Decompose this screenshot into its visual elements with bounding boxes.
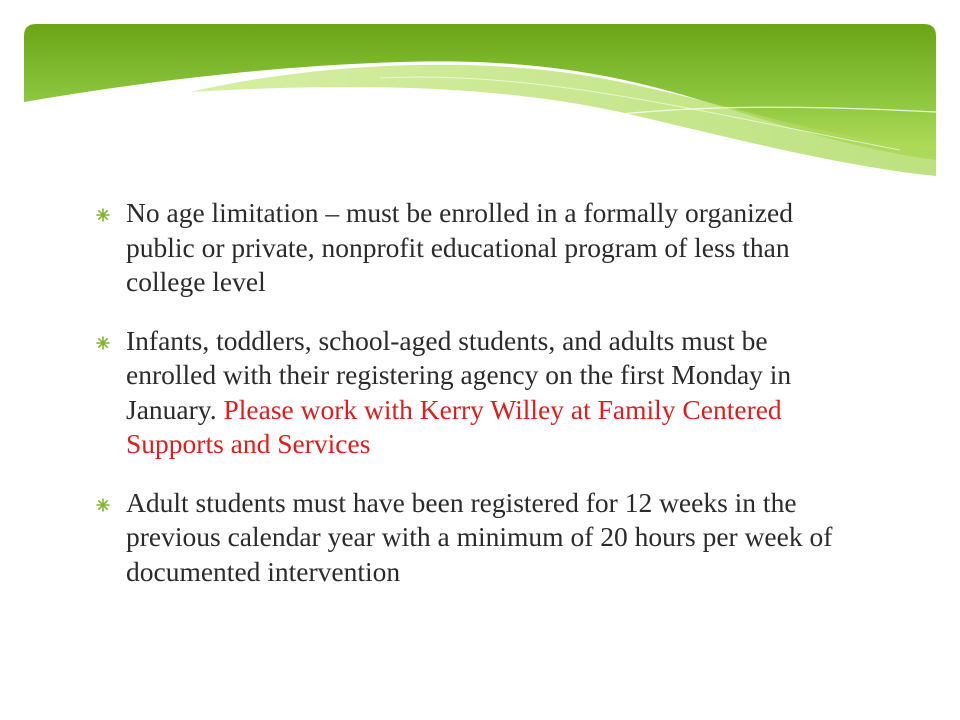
asterisk-bullet-icon (96, 498, 110, 512)
bullet-text: Infants, toddlers, school-aged students, and adults must be enrolled with their registering agency on the first Monday in January. (126, 324, 792, 425)
asterisk-bullet-icon (96, 208, 110, 222)
bullet-item (96, 324, 856, 462)
bullet-text: No age limitation – must be enrolled in a formally organized public or private, nonprofit educational program of less than college level (126, 197, 793, 297)
bullet-list (96, 196, 856, 613)
bullet-item (96, 486, 856, 590)
bullet-highlight-text: Please work with Kerry Willey at Family Centered Supports and Services (126, 393, 782, 459)
header-banner (0, 0, 960, 200)
asterisk-bullet-icon (96, 336, 110, 350)
bullet-text: Adult students must have been registered for 12 weeks in the previous calendar year with a minimum of 20 hours per week of documented intervention (126, 486, 833, 587)
bullet-item (96, 196, 856, 300)
